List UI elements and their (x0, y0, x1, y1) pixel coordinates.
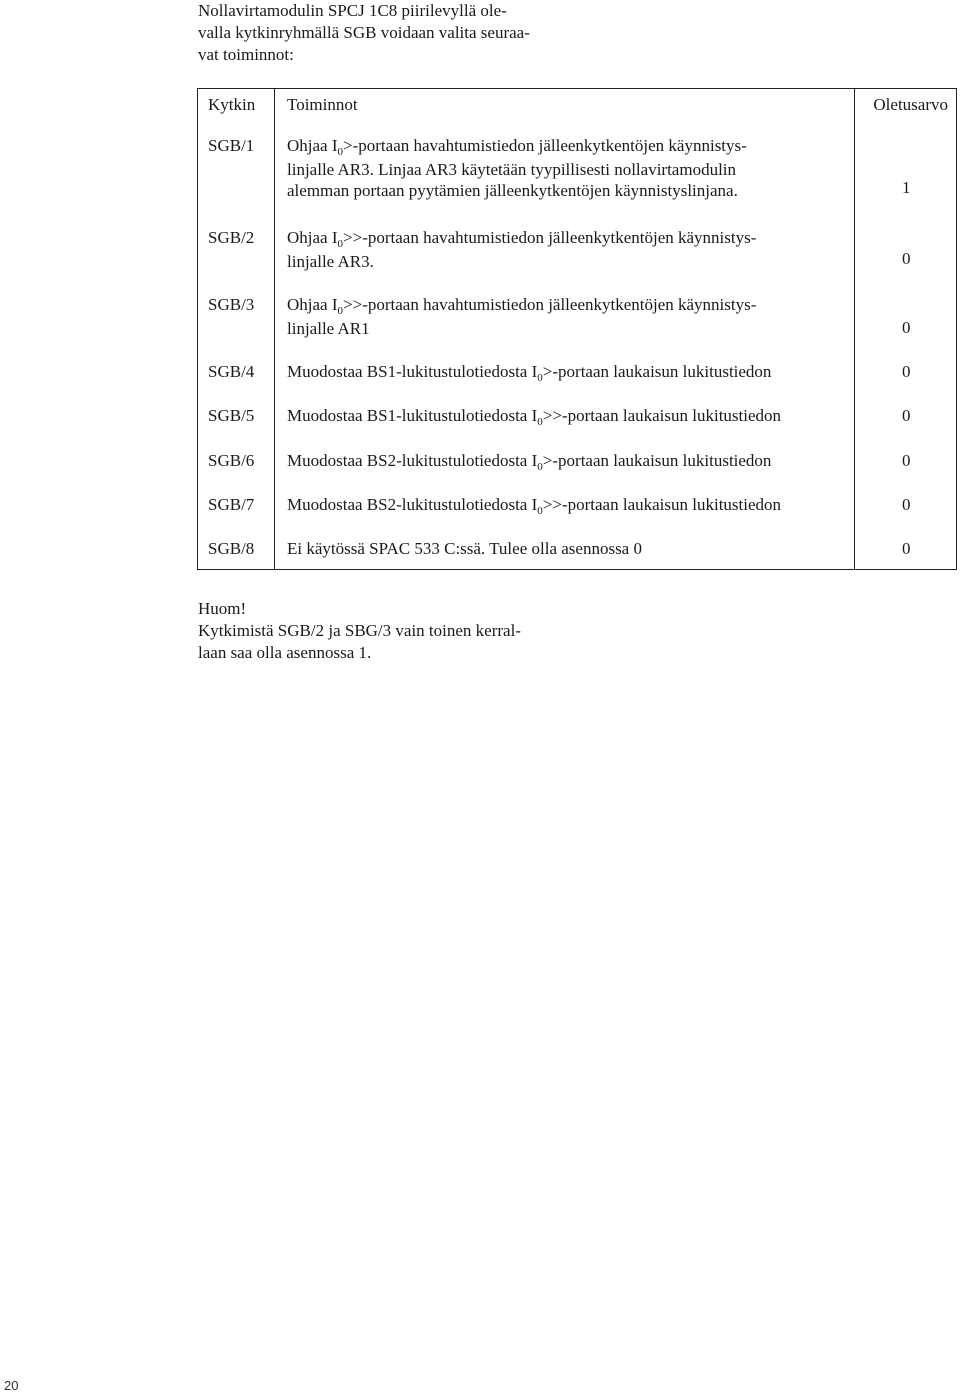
function-description: Muodostaa BS1-lukitustulotiedosta $I_0>$-portaan laukaisun lukitustiedon (287, 362, 772, 384)
default-value: 0 (902, 539, 911, 558)
intro-line: vat toiminnot: (198, 45, 294, 64)
function-description: Muodostaa BS2-lukitustulotiedosta $I_0>>$-portaan laukaisun lukitustiedon (287, 495, 782, 517)
function-description: Ohjaa $I_0>>$-portaan havahtumistiedon jälleenkytkentöjen käynnistys- linjalle AR3. (287, 228, 757, 271)
function-description: Ei käytössä SPAC 533 C:ssä. Tulee olla asennossa 0 (287, 539, 642, 558)
function-description: Muodostaa BS1-lukitustulotiedosta $I_0>>$-portaan laukaisun lukitustiedon (287, 406, 782, 428)
switch-table (197, 88, 957, 570)
header-functions: Toiminnot (287, 95, 358, 114)
default-value: 0 (902, 318, 911, 337)
function-description: Ohjaa $I_0>>$-portaan havahtumistiedon jälleenkytkentöjen käynnistys- linjalle AR1 (287, 295, 757, 338)
switch-label: SGB/6 (208, 451, 255, 470)
note-line: Kytkimistä SGB/2 ja SBG/3 vain toinen kerral- (198, 621, 521, 640)
switch-label: SGB/7 (208, 495, 255, 514)
page-number: 20 (4, 1378, 19, 1393)
switch-label: SGB/2 (208, 228, 255, 247)
column-divider (854, 89, 855, 569)
column-divider (274, 89, 275, 569)
header-default: Oletusarvo (873, 95, 948, 114)
default-value: 1 (902, 178, 911, 197)
function-description: Ohjaa $I_0>$-portaan havahtumistiedon jälleenkytkentöjen käynnistys- linjalle AR3. Linjaa AR3 käytetään tyypillisesti nollavirtamodulin alemman portaan pyytämien jälleenkytkentöjen käynnistyslinjana. (287, 136, 747, 200)
header-switch: Kytkin (208, 95, 256, 114)
switch-label: SGB/5 (208, 406, 255, 425)
intro-paragraph (198, 0, 578, 66)
intro-line: Nollavirtamodulin SPCJ 1C8 piirilevyllä ole- (198, 1, 507, 20)
note-block (198, 598, 598, 664)
default-value: 0 (902, 495, 911, 514)
note-title: Huom! (198, 599, 247, 618)
default-value: 0 (902, 362, 911, 381)
intro-line: valla kytkinryhmällä SGB voidaan valita seuraa- (198, 23, 530, 42)
switch-label: SGB/1 (208, 136, 255, 155)
default-value: 0 (902, 406, 911, 425)
note-line: laan saa olla asennossa 1. (198, 643, 372, 662)
default-value: 0 (902, 249, 911, 268)
switch-label: SGB/4 (208, 362, 255, 381)
default-value: 0 (902, 451, 911, 470)
function-description: Muodostaa BS2-lukitustulotiedosta $I_0>$-portaan laukaisun lukitustiedon (287, 451, 772, 473)
switch-label: SGB/8 (208, 539, 255, 558)
switch-label: SGB/3 (208, 295, 255, 314)
